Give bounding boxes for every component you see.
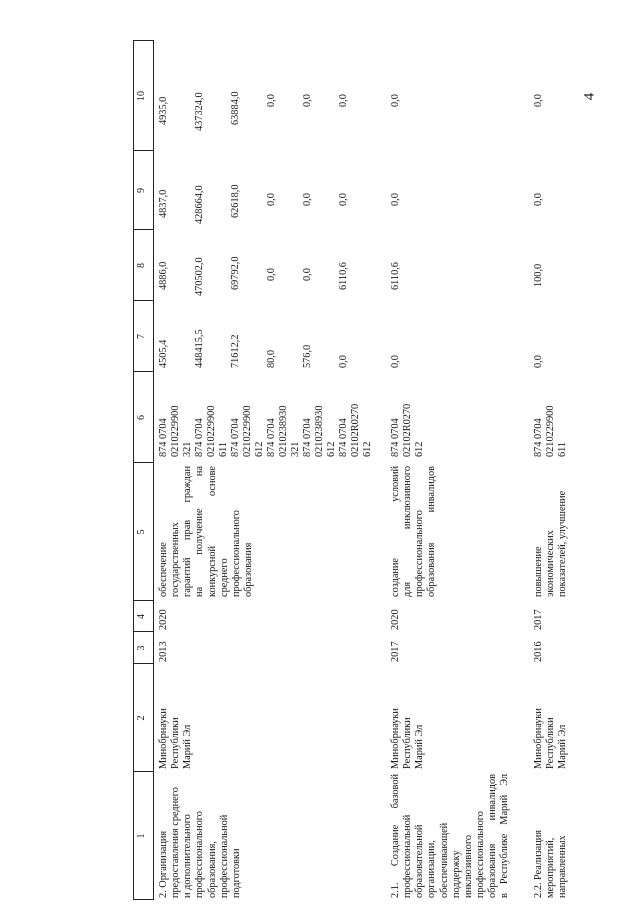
end-year: 2020 [158,609,169,630]
value-col8: 6110,6 [338,262,349,290]
budget-code: 874 0704 0210229900 611 [533,405,569,457]
responsible-executor: Минобрнауки Республики Марий Эл [390,708,426,769]
value-col9: 0,0 [338,193,349,206]
activity-name: 2. Организация предоставления среднего и дополнительного профессионального образования, профессиональной подготовки [158,787,242,898]
value-col8: 100,0 [533,263,544,287]
activity-name: 2.2. Реализация мероприятий, направленных [533,829,569,898]
page-number: 4 [581,92,598,101]
value-col9: 0,0 [302,193,313,206]
column-number: 5 [136,529,147,535]
responsible-executor: Минобрнауки Республики Марий Эл [158,708,194,769]
column-number: 1 [136,833,147,839]
value-col7: 0,0 [338,355,349,368]
value-col9: 0,0 [533,193,544,206]
value-col10: 0,0 [338,94,349,107]
expected-result: создание условий для инклюзивного профессионального образования инвалидов [390,466,438,597]
value-col8: 0,0 [266,268,277,281]
value-col7: 448415,5 [194,329,205,368]
value-col9: 428664,0 [194,185,205,224]
budget-code: 874 0704 0210238930 612 [302,405,338,457]
value-col10: 0,0 [390,94,401,107]
responsible-executor: Минобрнауки Республики Марий Эл [533,708,569,769]
end-year: 2020 [390,609,401,630]
budget-code: 874 0704 02102R0270 612 [390,403,426,457]
value-col7: 80,0 [266,349,277,368]
column-number: 4 [136,614,147,619]
expected-result: повышение экономических показателей, улучшение [533,490,569,597]
value-col9: 4837,0 [158,189,169,218]
column-number: 2 [136,715,147,721]
value-col7: 0,0 [390,355,401,368]
column-number: 9 [136,188,147,193]
value-col10: 0,0 [533,94,544,107]
budget-code: 874 0704 0210238930 321 [266,405,302,457]
budget-code: 874 0704 0210229900 612 [230,405,266,457]
budget-code: 874 0704 0210229900 321 [158,405,194,457]
value-col8: 6110,6 [390,262,401,290]
value-col7: 4505,4 [158,339,169,368]
value-col10: 4935,0 [158,96,169,125]
column-number: 6 [136,415,147,420]
end-year: 2017 [533,609,544,630]
value-col8: 0,0 [302,268,313,281]
value-col10: 437324,0 [194,92,205,131]
column-number: 8 [136,263,147,268]
value-col7: 576,0 [302,344,313,368]
value-col7: 71612,2 [230,334,241,368]
activity-name: 2.1. Создание базовой профессиональной образовательной организации, обеспечивающей поддержку инклюзивного профессионального образования инвалидов в Республике Марий Эл [390,774,511,898]
start-year: 2013 [158,641,169,662]
header-bottom-rule [153,40,154,900]
value-col10: 0,0 [302,94,313,107]
column-number: 3 [136,645,147,651]
value-col10: 0,0 [266,94,277,107]
value-col8: 69792,0 [230,256,241,290]
value-col8: 4886,0 [158,261,169,290]
start-year: 2016 [533,641,544,662]
column-number: 7 [136,334,147,339]
value-col7: 0,0 [533,355,544,368]
value-col10: 63884,0 [230,91,241,125]
column-number: 10 [136,91,147,101]
expected-result: обеспечение государственных гарантий прав граждан на получение на конкурсной основе среднего профессионального образования [158,466,254,597]
value-col9: 0,0 [266,193,277,206]
budget-code: 874 0704 0210229900 611 [194,405,230,457]
start-year: 2017 [390,641,401,662]
value-col9: 62618,0 [230,184,241,218]
value-col9: 0,0 [390,193,401,206]
budget-code: 874 0704 02102R0270 612 [338,403,374,457]
budget-table [133,40,618,900]
value-col8: 470502,0 [194,257,205,296]
